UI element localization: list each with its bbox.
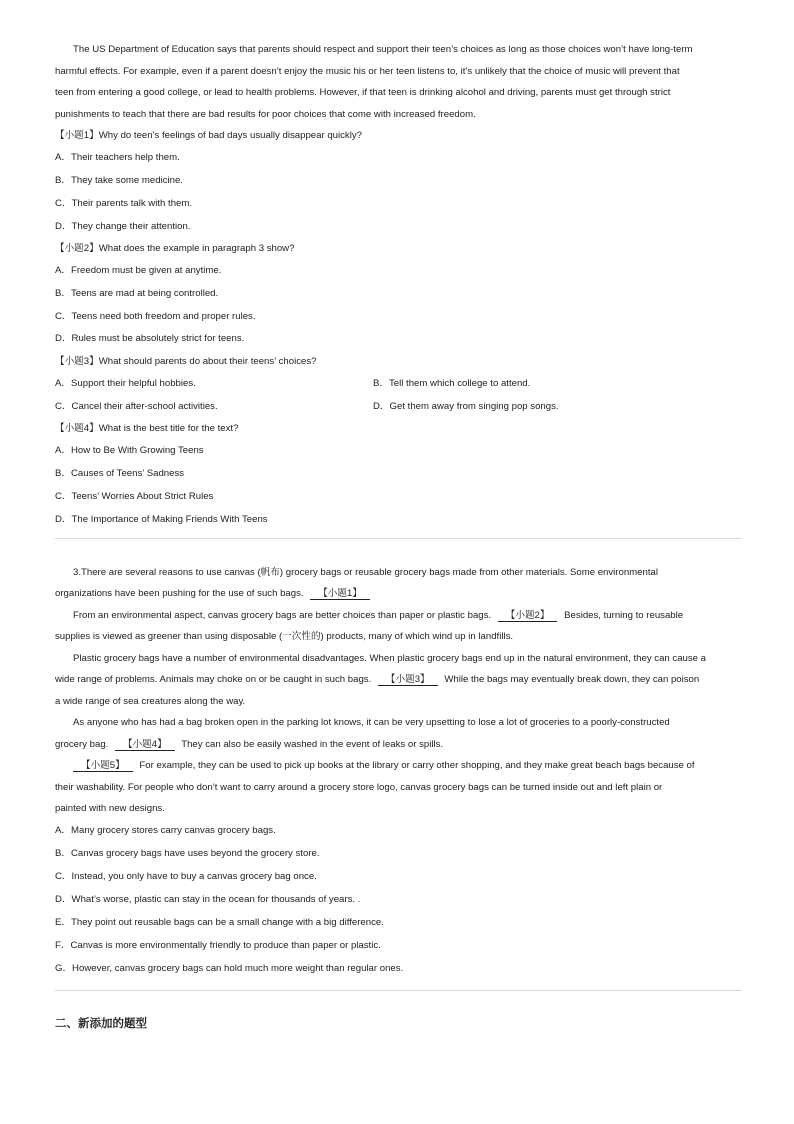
passage-line xyxy=(55,588,374,600)
answer-option: D．They change their attention. xyxy=(55,221,191,232)
passage-line: teen from entering a good college, or lead to health problems. However, if that teen is drinking alcohol and driving, parents must get through strict xyxy=(55,87,671,98)
passage-line: a wide range of sea creatures along the way. xyxy=(55,696,246,707)
passage-line: Plastic grocery bags have a number of environmental disadvantages. When plastic grocery bags end up in the natural environment, they can cause a xyxy=(73,653,707,664)
answer-option: C．Cancel their after-school activities. xyxy=(55,401,218,412)
question-stem: 【小题4】What is the best title for the text? xyxy=(55,423,239,434)
answer-option: C．Their parents talk with them. xyxy=(55,198,193,209)
answer-option: B．They take some medicine. xyxy=(55,175,183,186)
passage-line xyxy=(73,760,695,772)
answer-option: B．Canvas grocery bags have uses beyond the grocery store. xyxy=(55,848,320,859)
answer-option: A．Their teachers help them. xyxy=(55,152,180,163)
answer-option: B．Causes of Teens’ Sadness xyxy=(55,468,185,479)
passage-text: From an environmental aspect, canvas grocery bags are better choices than paper or plastic bags. xyxy=(73,610,492,621)
answer-option: A．Many grocery stores carry canvas grocery bags. xyxy=(55,825,276,836)
answer-option: C．Teens’ Worries About Strict Rules xyxy=(55,491,214,502)
answer-option: D．Get them away from singing pop songs. xyxy=(373,401,559,412)
answer-option: B．Teens are mad at being controlled. xyxy=(55,288,219,299)
answer-option: A．How to Be With Growing Teens xyxy=(55,445,204,456)
passage-text: organizations have been pushing for the use of such bags. xyxy=(55,588,304,599)
passage-line: supplies is viewed as greener than using disposable (一次性的) products, many of which wind up in landfills. xyxy=(55,631,514,642)
answer-option: A．Freedom must be given at anytime. xyxy=(55,265,222,276)
passage-line: As anyone who has had a bag broken open in the parking lot knows, it can be very upsetting to lose a lot of groceries to a poorly-constructed xyxy=(73,717,670,728)
passage-text: While the bags may eventually break down, they can poison xyxy=(444,674,700,685)
passage-text: grocery bag. xyxy=(55,739,109,750)
passage-text: They can also be easily washed in the event of leaks or spills. xyxy=(181,739,444,750)
passage-text: For example, they can be used to pick up books at the library or carry other shopping, and they make great beach bags because of xyxy=(139,760,695,771)
passage-line: punishments to teach that there are bad results for poor choices that come with increased freedom. xyxy=(55,109,476,120)
answer-option: F．Canvas is more environmentally friendly to produce than paper or plastic. xyxy=(55,940,381,951)
divider xyxy=(55,990,741,991)
answer-option: A．Support their helpful hobbies. xyxy=(55,378,196,389)
divider xyxy=(55,538,741,539)
section-heading: 二、新添加的题型 xyxy=(55,1016,147,1030)
answer-blank-1[interactable]: 【小题1】 xyxy=(310,588,370,600)
answer-option: E．They point out reusable bags can be a small change with a big difference. xyxy=(55,917,384,928)
passage-line xyxy=(73,610,683,622)
passage-line: The US Department of Education says that parents should respect and support their teen’s choices as long as those choices won’t have long-term xyxy=(73,44,693,55)
passage-line xyxy=(55,739,443,751)
passage-line: 3.There are several reasons to use canvas (帆布) grocery bags or reusable grocery bags made from other materials. Some environmental xyxy=(73,567,658,578)
answer-option: D．What’s worse, plastic can stay in the ocean for thousands of years. . xyxy=(55,894,361,905)
answer-blank-2[interactable]: 【小题2】 xyxy=(498,610,558,622)
question-stem: 【小题2】What does the example in paragraph 3 show? xyxy=(55,243,295,254)
passage-text: wide range of problems. Animals may choke on or be caught in such bags. xyxy=(55,674,372,685)
answer-option: D．The Importance of Making Friends With Teens xyxy=(55,514,268,525)
answer-blank-5[interactable]: 【小题5】 xyxy=(73,760,133,772)
answer-option: B．Tell them which college to attend. xyxy=(373,378,531,389)
passage-line: painted with new designs. xyxy=(55,803,165,814)
passage-text: Besides, turning to reusable xyxy=(564,610,684,621)
question-stem: 【小题3】What should parents do about their teens’ choices? xyxy=(55,356,317,367)
passage-line: harmful effects. For example, even if a parent doesn’t enjoy the music his or her teen listens to, it’s unlikely that the choice of music will prevent that xyxy=(55,66,680,77)
answer-option: D．Rules must be absolutely strict for teens. xyxy=(55,333,245,344)
passage-line: their washability. For people who don’t want to carry around a grocery store logo, canvas grocery bags can be turned inside out and left plain or xyxy=(55,782,663,793)
answer-blank-3[interactable]: 【小题3】 xyxy=(378,674,438,686)
answer-blank-4[interactable]: 【小题4】 xyxy=(115,739,175,751)
question-stem: 【小题1】Why do teen’s feelings of bad days usually disappear quickly? xyxy=(55,130,362,141)
answer-option: G．However, canvas grocery bags can hold much more weight than regular ones. xyxy=(55,963,404,974)
answer-option: C．Teens need both freedom and proper rules. xyxy=(55,311,256,322)
passage-line xyxy=(55,674,699,686)
answer-option: C．Instead, you only have to buy a canvas grocery bag once. xyxy=(55,871,317,882)
